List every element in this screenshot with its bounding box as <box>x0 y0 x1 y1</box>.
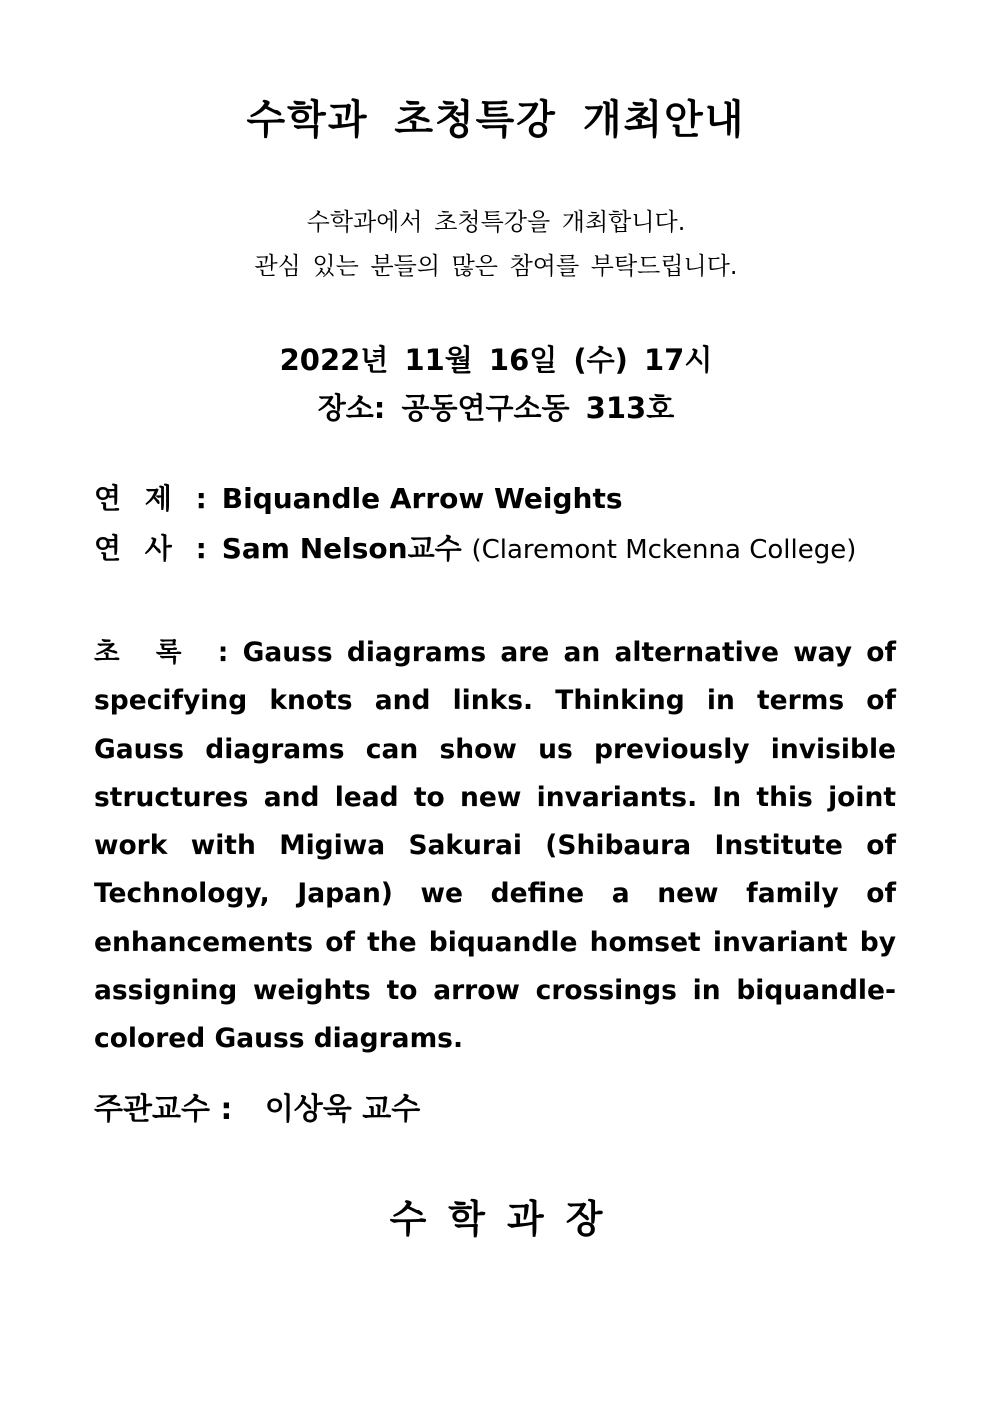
abstract <box>94 629 896 1064</box>
intro-text <box>0 200 992 288</box>
host-label: 주관교수 : <box>94 1092 233 1127</box>
topic-label: 연 제 : <box>94 482 207 515</box>
intro-line-1: 수학과에서 초청특강을 개최합니다. <box>306 208 686 236</box>
schedule <box>0 336 992 432</box>
speaker-affiliation: (Claremont Mckenna College) <box>471 535 857 565</box>
abstract-text: Gauss diagrams are an alternative way of specifying knots and links. Thinking in terms of Gauss diagrams can show us previously invisible structures and lead to new invariants. In this joint work with Migiwa Sakurai (Shibaura Institute of Technology, Japan) we define a new family of enhancements of the biquandle homset invariant by assigning weights to arrow crossings in biquandle-colored Gauss diagrams. <box>94 637 897 1055</box>
speaker-label: 연 사 : <box>94 532 207 565</box>
date-time: 2022년 11월 16일 (수) 17시 <box>279 343 713 377</box>
topic-row <box>94 474 914 524</box>
speaker-row <box>94 524 914 575</box>
page-title: 수학과 초청특강 개최안내 <box>246 97 746 143</box>
topic-value: Biquandle Arrow Weights <box>221 482 623 515</box>
lecture-info <box>94 474 914 575</box>
host-professor <box>94 1084 420 1128</box>
abstract-label: 초 록 : <box>94 637 229 668</box>
host-name: 이상욱 교수 <box>264 1092 421 1127</box>
intro-line-2: 관심 있는 분들의 많은 참여를 부탁드립니다. <box>254 252 738 280</box>
location: 장소: 공동연구소동 313호 <box>317 391 675 425</box>
department-signature: 수학과장 <box>389 1197 625 1241</box>
speaker-name: Sam Nelson교수 <box>221 532 462 565</box>
